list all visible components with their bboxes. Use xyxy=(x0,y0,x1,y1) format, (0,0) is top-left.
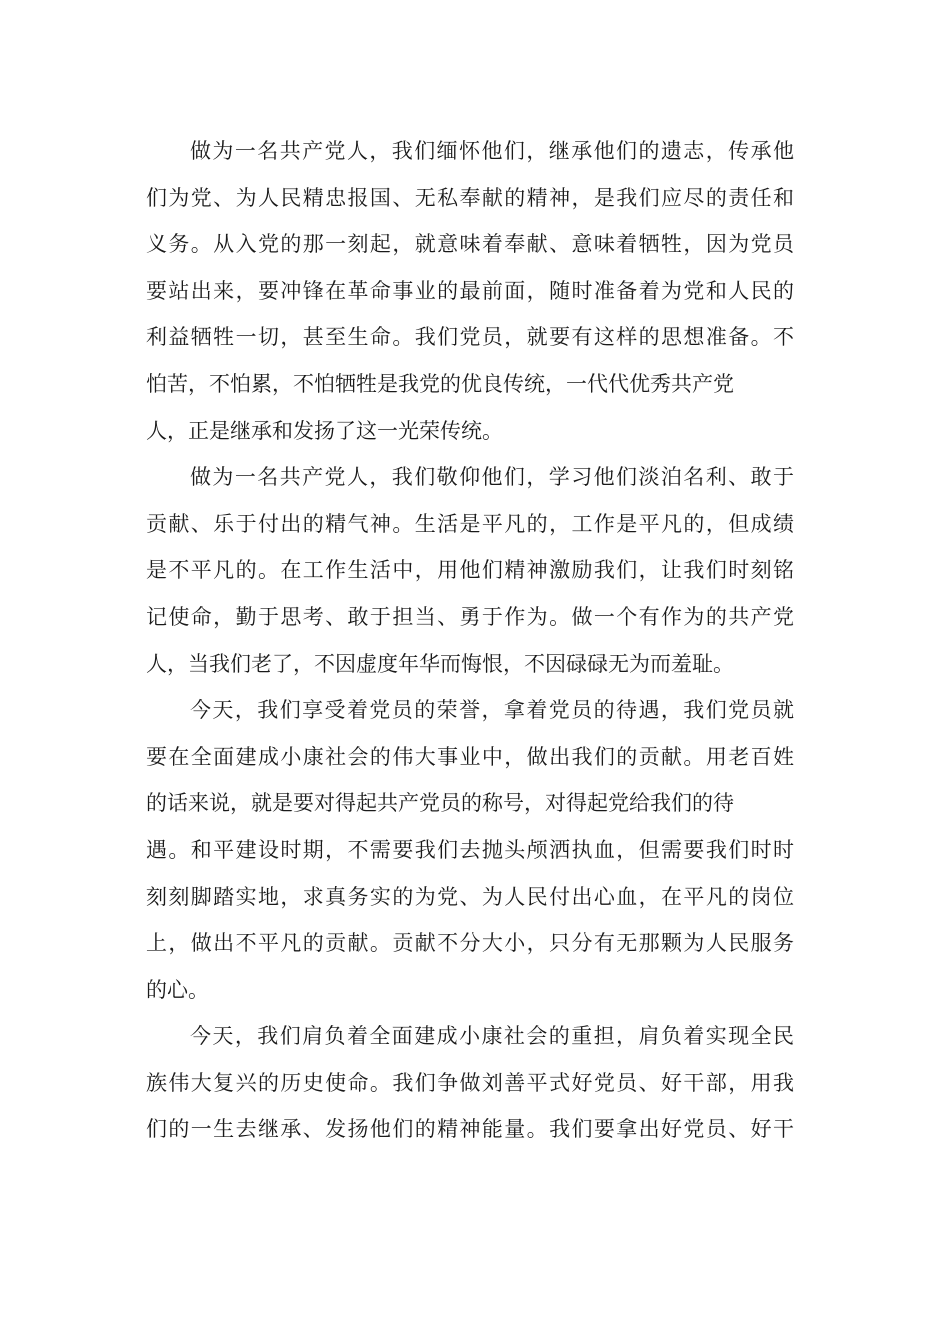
text-line: 今天，我们肩负着全面建成小康社会的重担，肩负着实现全民 xyxy=(190,1024,794,1049)
document-body xyxy=(146,128,794,1153)
text-line: 今天，我们享受着党员的荣誉，拿着党员的待遇，我们党员就 xyxy=(190,698,794,723)
text-line: 上，做出不平凡的贡献。贡献不分大小，只分有无那颗为人民服务 xyxy=(146,931,794,956)
text-line: 要站出来，要冲锋在革命事业的最前面，随时准备着为党和人民的 xyxy=(146,278,794,303)
text-line: 的话来说，就是要对得起共产党员的称号，对得起党给我们的待 xyxy=(146,791,734,816)
text-line: 刻刻脚踏实地，求真务实的为党、为人民付出心血，在平凡的岗位 xyxy=(146,884,794,909)
text-line: 怕苦，不怕累，不怕牺牲是我党的优良传统，一代代优秀共产党 xyxy=(146,371,734,396)
text-line: 人，当我们老了，不因虚度年华而悔恨，不因碌碌无为而羞耻。 xyxy=(146,651,734,676)
text-line: 人，正是继承和发扬了这一光荣传统。 xyxy=(146,418,503,443)
text-line: 利益牺牲一切，甚至生命。我们党员，就要有这样的思想准备。不 xyxy=(146,325,794,350)
text-line: 遇。和平建设时期，不需要我们去抛头颅洒执血，但需要我们时时 xyxy=(146,837,794,862)
text-line: 族伟大复兴的历史使命。我们争做刘善平式好党员、好干部，用我 xyxy=(146,1070,794,1095)
text-line: 们为党、为人民精忠报国、无私奉献的精神，是我们应尽的责任和 xyxy=(146,185,794,210)
text-line: 是不平凡的。在工作生活中，用他们精神激励我们，让我们时刻铭 xyxy=(146,558,794,583)
text-line: 记使命，勤于思考、敢于担当、勇于作为。做一个有作为的共产党 xyxy=(146,604,794,629)
text-line: 的心。 xyxy=(146,977,209,1002)
text-line: 贡献、乐于付出的精气神。生活是平凡的，工作是平凡的，但成绩 xyxy=(146,511,794,536)
text-line: 做为一名共产党人，我们缅怀他们，继承他们的遗志，传承他 xyxy=(190,139,794,163)
text-line: 们的一生去继承、发扬他们的精神能量。我们要拿出好党员、好干 xyxy=(146,1117,794,1142)
text-line: 做为一名共产党人，我们敬仰他们，学习他们淡泊名利、敢于 xyxy=(190,465,794,490)
text-line: 义务。从入党的那一刻起，就意味着奉献、意味着牺牲，因为党员 xyxy=(146,232,794,257)
text-line: 要在全面建成小康社会的伟大事业中，做出我们的贡献。用老百姓 xyxy=(146,744,794,769)
